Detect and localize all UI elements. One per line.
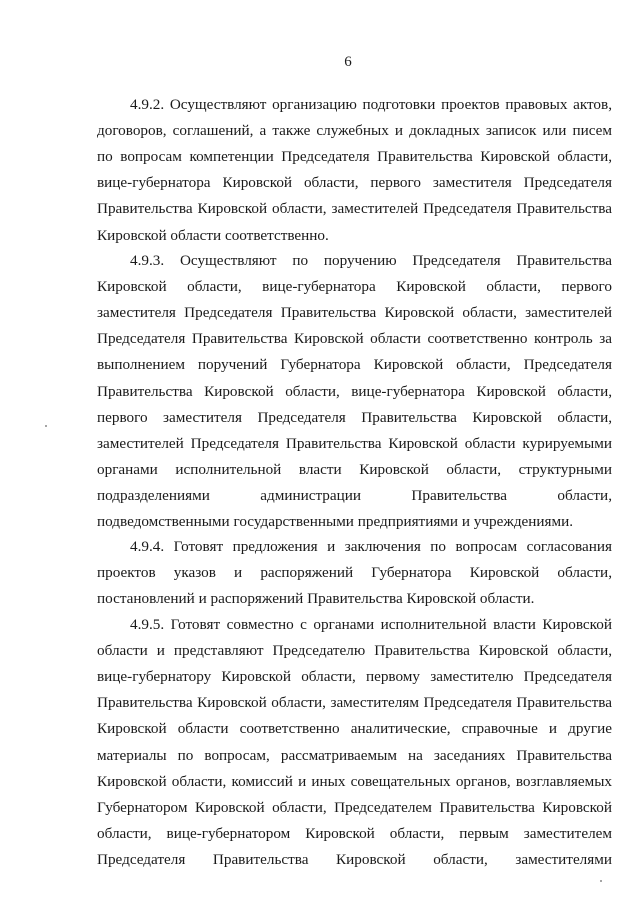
paragraph-line: постановлений и распоряжений Правительства Кировской области. xyxy=(97,590,535,608)
paragraph-first-line: 4.9.4. Готовят предложения и заключения по вопросам согласования xyxy=(130,538,612,555)
paragraph-line: материалы по вопросам, рассматриваемым на заседаниях Правительства xyxy=(97,746,612,764)
paragraph-line: области и представляют Председателю Правительства Кировской области, xyxy=(97,642,612,660)
paragraph-line: Кировской области соответственно. xyxy=(97,226,329,244)
paragraph-first-line: 4.9.2. Осуществляют организацию подготовки проектов правовых актов, xyxy=(130,96,612,113)
paragraph-line: заместителя Председателя Правительства Кировской области, заместителей xyxy=(97,304,612,322)
paragraph-line: области, вице-губернатором Кировской области, первым заместителем xyxy=(97,824,612,842)
scan-speck xyxy=(600,880,602,882)
paragraph-line: Кировской области, комиссий и иных совещательных органов, возглавляемых xyxy=(97,772,612,790)
paragraph-line: Кировской области, вице-губернатора Кировской области, первого xyxy=(97,278,612,296)
paragraph-line: Правительства Кировской области, заместителям Председателя Правительства xyxy=(97,694,612,712)
paragraph-line: Губернатором Кировской области, Председателем Правительства Кировской xyxy=(97,798,612,816)
paragraph-line: по вопросам компетенции Председателя Правительства Кировской области, xyxy=(97,148,612,166)
paragraph-line: Правительства Кировской области, вице-губернатора Кировской области, xyxy=(97,382,612,400)
paragraph-line: заместителей Председателя Правительства Кировской области курируемыми xyxy=(97,434,612,452)
paragraph-line: органами исполнительной власти Кировской области, структурными xyxy=(97,460,612,478)
paragraph-line: вице-губернатора Кировской области, первого заместителя Председателя xyxy=(97,174,612,192)
paragraph-line: Председателя Правительства Кировской области соответственно контроль за xyxy=(97,330,612,348)
paragraph-line: Кировской области соответственно аналитические, справочные и другие xyxy=(97,720,612,738)
paragraph-line: Правительства Кировской области, заместителей Председателя Правительства xyxy=(97,200,612,218)
paragraph-first-line: 4.9.5. Готовят совместно с органами исполнительной власти Кировской xyxy=(130,616,612,633)
paragraph-line: выполнением поручений Губернатора Кировской области, Председателя xyxy=(97,356,612,374)
paragraph-line: подведомственными государственными предприятиями и учреждениями. xyxy=(97,513,574,530)
paragraph-line: договоров, соглашений, а также служебных и докладных записок или писем xyxy=(97,122,612,140)
paragraph-line: Председателя Правительства Кировской области, заместителями xyxy=(97,850,612,868)
paragraph-line: проектов указов и распоряжений Губернатора Кировской области, xyxy=(97,564,612,582)
paragraph-line: вице-губернатору Кировской области, первому заместителю Председателя xyxy=(97,668,612,686)
paragraph-line: подразделениями администрации Правительства области, xyxy=(97,486,612,504)
page-number: 6 xyxy=(344,54,352,70)
scan-speck xyxy=(45,425,47,427)
paragraph-first-line: 4.9.3. Осуществляют по поручению Председателя Правительства xyxy=(130,252,612,269)
paragraph-line: первого заместителя Председателя Правительства Кировской области, xyxy=(97,408,612,426)
